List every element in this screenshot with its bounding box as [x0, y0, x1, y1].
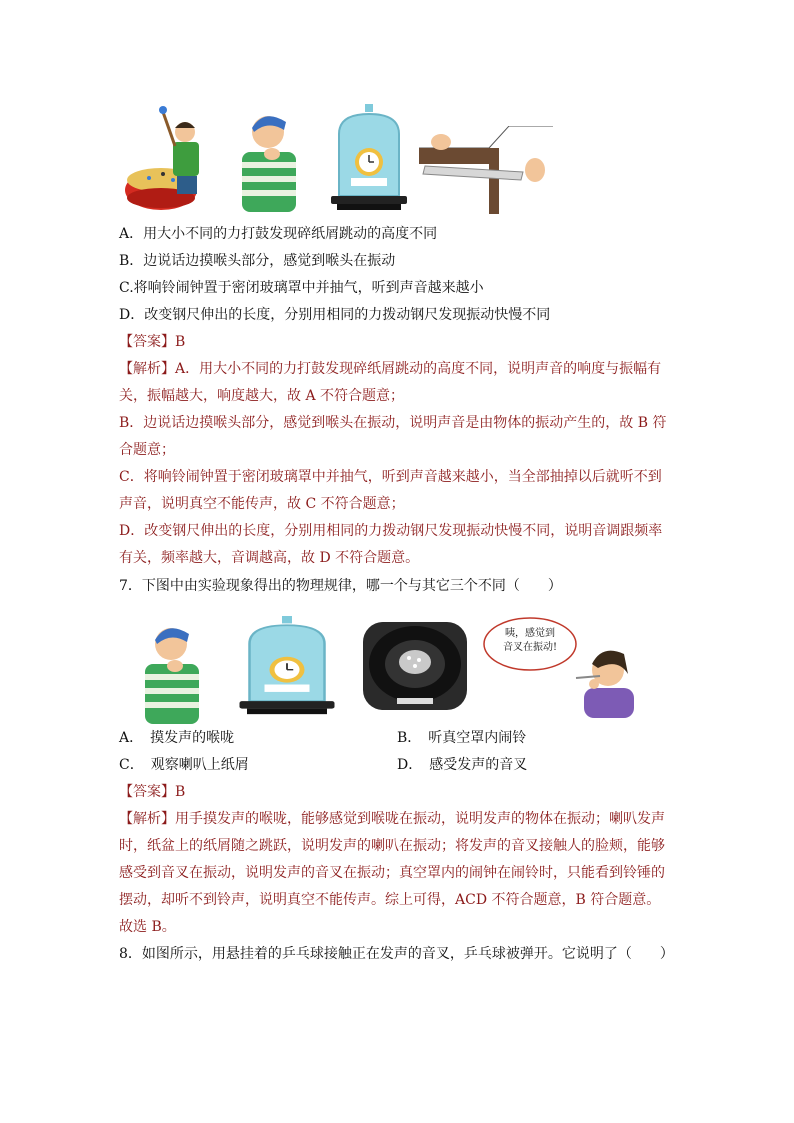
bell-jar-figure [237, 616, 337, 716]
q7-option-d: D． 感受发声的音叉 [397, 757, 528, 773]
analysis-label: 【解析】 [119, 361, 175, 377]
q6-answer [119, 332, 185, 352]
speaker-figure [361, 616, 469, 716]
q6-analysis-line: B．边说话边摸喉头部分，感觉到喉头在振动，说明声音是由物体的振动产生的，故 B 符 [119, 415, 667, 431]
q7-option-a: A． 摸发声的喉咙 [119, 730, 235, 746]
q6-option-c: C.将响铃闹钟置于密闭玻璃罩中并抽气，听到声音越来越小 [119, 280, 484, 296]
q6-analysis-line: 有关，频率越大，音调越高，故 D 不符合题意。 [119, 550, 420, 566]
answer-value: B [175, 784, 186, 800]
answer-value: B [175, 334, 186, 350]
analysis-label: 【解析】 [119, 811, 175, 827]
q6-analysis-line: 关，振幅越大，响度越大，故 A 不符合题意； [119, 388, 405, 404]
girl-tuning-fork-figure [482, 614, 644, 718]
q7-answer [119, 782, 185, 802]
q8-stem: 8．如图所示，用悬挂着的乒乓球接触正在发声的音叉，乒乓球被弹开。它说明了（ ） [119, 946, 674, 962]
boy-throat-figure [131, 614, 213, 726]
q6-option-d: D．改变钢尺伸出的长度，分别用相同的力拨动钢尺发现振动快慢不同 [119, 307, 551, 323]
q7-option-b: B． 听真空罩内闹铃 [397, 730, 527, 746]
q6-analysis-line: C．将响铃闹钟置于密闭玻璃罩中并抽气，听到声音越来越小，当全部抽掉以后就听不到 [119, 469, 662, 485]
steel-ruler-figure [419, 126, 553, 214]
bell-jar-figure [329, 104, 409, 212]
q7-stem: 7．下图中由实验现象得出的物理规律，哪一个与其它三个不同（ ） [119, 578, 562, 594]
q7-analysis-line: 感受到音叉在振动，说明发声的音叉在振动；真空罩内的闹钟在闹铃时，只能看到铃锤的 [119, 865, 665, 881]
q6-analysis-line: 【解析】A．用大小不同的力打鼓发现碎纸屑跳动的高度不同，说明声音的响度与振幅有 [119, 361, 662, 377]
speech-bubble-text: 咦，感觉到 音叉在振动! [502, 628, 558, 653]
answer-label: 【答案】 [119, 334, 175, 350]
drum-boy-figure [123, 102, 215, 216]
boy-throat-figure [228, 102, 310, 214]
q6-analysis-line: 声音，说明真空不能传声，故 C 不符合题意； [119, 496, 405, 512]
q6-analysis-line: D．改变钢尺伸出的长度，分别用相同的力拨动钢尺发现振动快慢不同，说明音调跟频率 [119, 523, 663, 539]
q6-analysis-line: 合题意； [119, 442, 175, 458]
q6-option-a: A．用大小不同的力打鼓发现碎纸屑跳动的高度不同 [119, 226, 438, 242]
q7-analysis-line: 【解析】用手摸发声的喉咙，能够感觉到喉咙在振动，说明发声的物体在振动；喇叭发声 [119, 811, 665, 827]
q7-analysis-line: 时，纸盆上的纸屑随之跳跃，说明发声的喇叭在振动；将发声的音叉接触人的脸颊，能够 [119, 838, 665, 854]
q6-option-b: B．边说话边摸喉头部分，感觉到喉头在振动 [119, 253, 396, 269]
answer-label: 【答案】 [119, 784, 175, 800]
q7-analysis-line: 故选 B。 [119, 919, 176, 935]
q7-analysis-line: 摆动，却听不到铃声，说明真空不能传声。综上可得，ACD 不符合题意，B 符合题意。 [119, 892, 661, 908]
q7-option-c: C． 观察喇叭上纸屑 [119, 757, 249, 773]
